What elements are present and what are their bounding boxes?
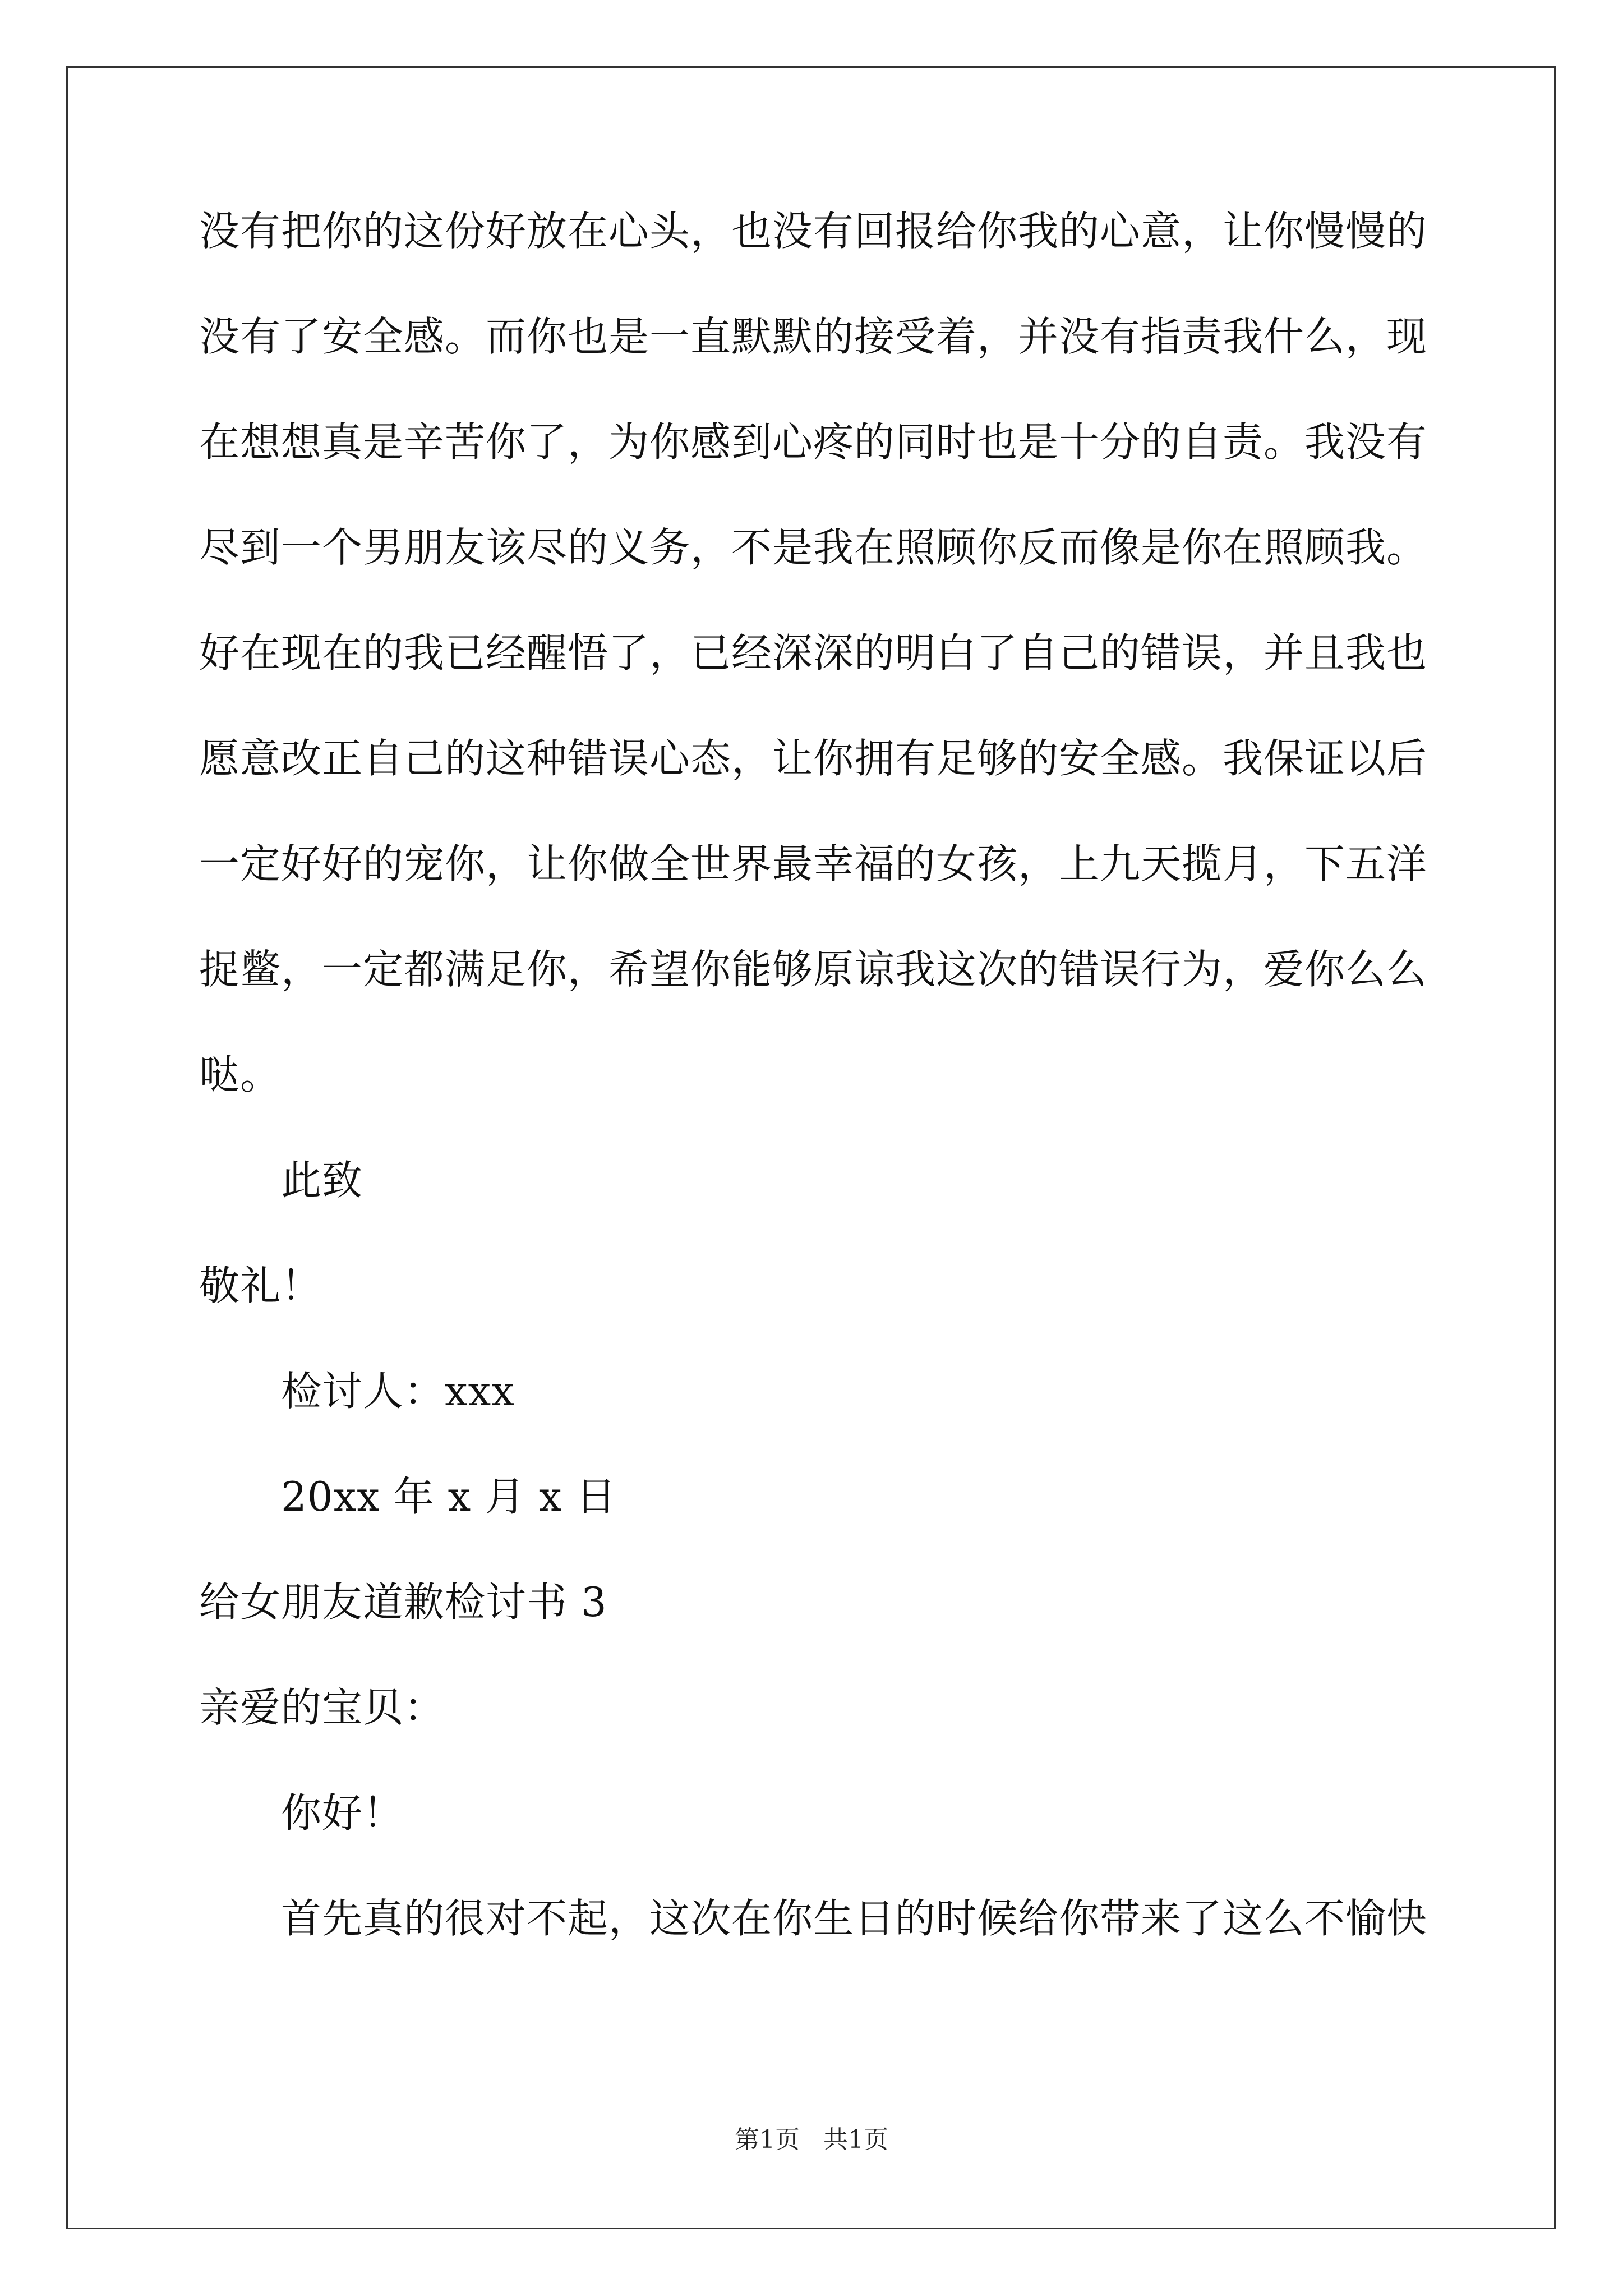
date: 20xx 年 x 月 x 日 [281,1473,617,1520]
paragraph-line: 没有把你的这份好放在心头，也没有回报给你我的心意，让你慢慢的 [199,208,1428,255]
closing-line: 此致 [281,1157,363,1204]
signature: 检讨人：xxx [281,1368,515,1415]
paragraph-line: 好在现在的我已经醒悟了，已经深深的明白了自己的错误，并且我也 [199,629,1428,677]
closing-salute: 敬礼！ [199,1262,322,1309]
paragraph-line: 在想想真是辛苦你了，为你感到心疼的同时也是十分的自责。我没有 [199,418,1428,466]
paragraph-line: 哒。 [199,1051,282,1098]
page-footer: 第1页 共1页 [735,2125,888,2154]
greeting: 你好！ [281,1789,404,1837]
paragraph-line: 尽到一个男朋友该尽的义务，不是我在照顾你反而像是你在照顾我。 [199,524,1428,571]
salutation: 亲爱的宝贝： [199,1684,445,1731]
body-paragraph-start: 首先真的很对不起，这次在你生日的时候给你带来了这么不愉快 [281,1895,1428,1942]
paragraph-line: 捉鳖，一定都满足你，希望你能够原谅我这次的错误行为，爱你么么 [199,946,1428,993]
paragraph-line: 一定好好的宠你，让你做全世界最幸福的女孩，上九天揽月，下五洋 [199,840,1428,887]
paragraph-line: 没有了安全感。而你也是一直默默的接受着，并没有指责我什么，现 [199,313,1428,360]
paragraph-line: 愿意改正自己的这种错误心态，让你拥有足够的安全感。我保证以后 [199,735,1428,782]
section-title: 给女朋友道歉检讨书 3 [199,1579,607,1626]
